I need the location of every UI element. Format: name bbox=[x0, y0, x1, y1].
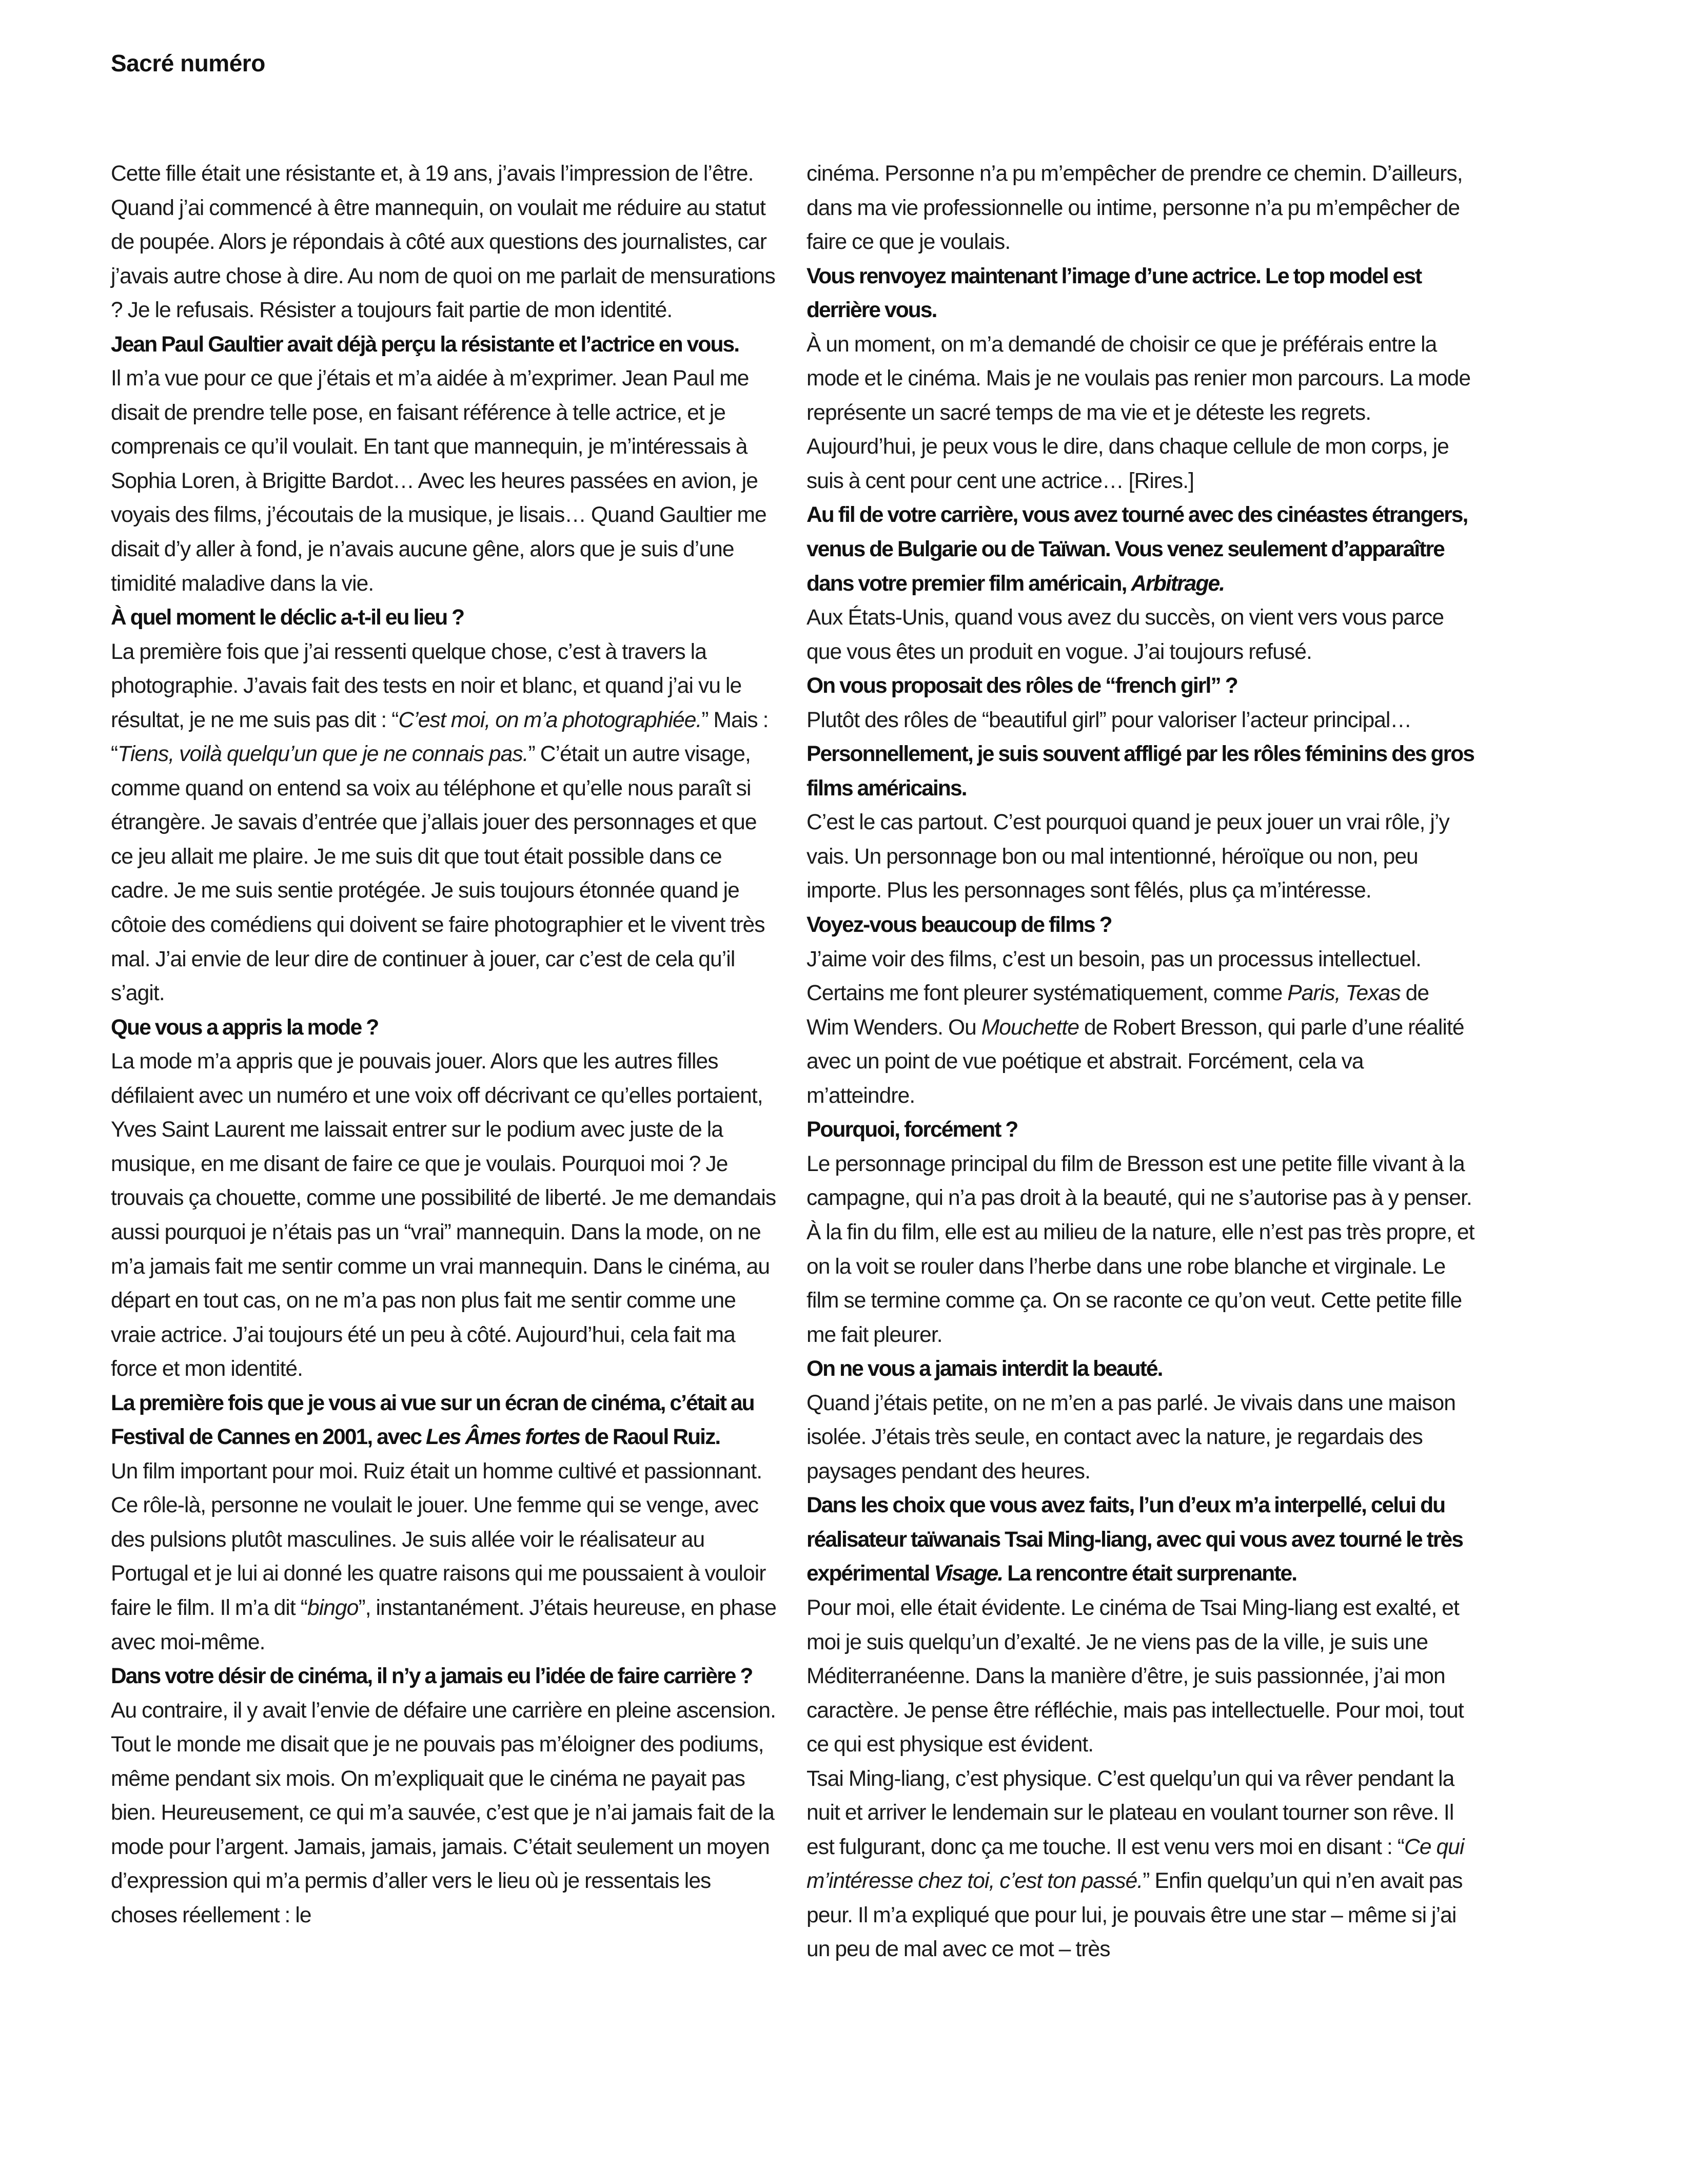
question-text: de Raoul Ruiz. bbox=[580, 1425, 720, 1450]
answer-paragraph: Il m’a vue pour ce que j’étais et m’a aidée à m’exprimer. Jean Paul me disait de prendre telle pose, en faisant référence à telle actrice, et je comprenais ce qu’il voulait. En tant que mannequin, je m’intéressais à Sophia Loren, à Brigitte Bardot… Avec les heures passées en avion, je voyais des films, j’écoutais de la musique, je lisais… Quand Gaultier me disait d’y aller à fond, je n’avais aucune gêne, alors que je suis d’une timidité maladive dans la vie. bbox=[111, 366, 766, 596]
question-text: Dans les choix que vous avez faits, l’un d’eux m’a interpellé, celui du réalisateur taïwanais Tsai Ming-liang, avec qui vous avez tourné le très expérimental bbox=[807, 1493, 1463, 1586]
question-text: La première fois que je vous ai vue sur un écran de cinéma, c’était au Festival de Cannes en 2001, avec bbox=[111, 1391, 754, 1450]
question: À quel moment le déclic a-t-il eu lieu ? bbox=[111, 606, 464, 630]
question bbox=[807, 1489, 1476, 1591]
answer-paragraph: Au contraire, il y avait l’envie de défaire une carrière en pleine ascension. Tout le monde me disait que je ne pouvais pas m’éloigner des podiums, même pendant six mois. On m’expliquait que le cinéma ne payait pas bien. Heureusement, ce qui m’a sauvée, c’est que je n’ai jamais fait de la mode pour l’argent. Jamais, jamais, jamais. C’était seulement un moyen d’expression qui m’a permis d’aller vers le lieu où je ressentais les choses réellement : le bbox=[111, 1698, 776, 1927]
film-title: Mouchette bbox=[981, 1015, 1079, 1040]
question: Pourquoi, forcément ? bbox=[807, 1118, 1018, 1142]
question: On ne vous a jamais interdit la beauté. bbox=[807, 1357, 1163, 1381]
answer-paragraph: cinéma. Personne n’a pu m’empêcher de prendre ce chemin. D’ailleurs, dans ma vie professionnelle ou intime, personne n’a pu m’empêcher de faire ce que je voulais. bbox=[807, 162, 1463, 255]
answer-paragraph bbox=[807, 943, 1476, 1114]
answer-text: ” Enfin quelqu’un qui n’en avait pas peur. Il m’a expliqué que pour lui, je pouvais être une star – même si j’ai un peu de mal avec ce mot – très bbox=[807, 1869, 1463, 1962]
answer-paragraph: Le personnage principal du film de Bresson est une petite fille vivant à la campagne, qui n’a pas droit à la beauté, qui ne s’autorise pas à y penser. À la fin du film, elle est au milieu de la nature, elle n’est pas très propre, et on la voit se rouler dans l’herbe dans une robe blanche et virginale. Le film se termine comme ça. On se raconte ce qu’on veut. Cette petite fille me fait pleurer. bbox=[807, 1152, 1474, 1347]
answer-text: de Wim Wenders. Ou bbox=[807, 981, 1429, 1040]
answer-text: ” Mais : “ bbox=[111, 708, 769, 767]
answer-paragraph: Cette fille était une résistante et, à 19 ans, j’avais l’impression de l’être. Quand j’ai commencé à être mannequin, on voulait me réduire au statut de poupée. Alors je répondais à côté aux questions des journalistes, car j’avais autre chose à dire. Au nom de quoi on me parlait de mensurations ? Je le refusais. Résister a toujours fait partie de mon identité. bbox=[111, 162, 775, 323]
question: Que vous a appris la mode ? bbox=[111, 1015, 379, 1040]
question bbox=[111, 1387, 780, 1455]
answer-text: La première fois que j’ai ressenti quelque chose, c’est à travers la photographie. J’avais fait des tests en noir et blanc, et quand j’ai vu le résultat, je ne me suis pas dit : “ bbox=[111, 639, 742, 732]
question: Personnellement, je suis souvent affligé par les rôles féminins des gros films américains. bbox=[807, 742, 1474, 801]
film-title: Paris, Texas bbox=[1287, 981, 1401, 1006]
left-column bbox=[111, 157, 780, 1933]
question bbox=[807, 498, 1476, 601]
question: Vous renvoyez maintenant l’image d’une actrice. Le top model est derrière vous. bbox=[807, 264, 1422, 323]
question: On vous proposait des rôles de “french girl” ? bbox=[807, 674, 1237, 698]
question-text: La rencontre était surprenante. bbox=[1002, 1562, 1297, 1586]
answer-paragraph: La mode m’a appris que je pouvais jouer. Alors que les autres filles défilaient avec un numéro et une voix off décrivant ce qu’elles portaient, Yves Saint Laurent me laissait entrer sur le podium avec juste de la musique, en me disant de faire ce que je voulais. Pourquoi moi ? Je trouvais ça chouette, comme une possibilité de liberté. Je me demandais aussi pourquoi je n’étais pas un “vrai” mannequin. Dans la mode, on ne m’a jamais fait me sentir comme un vrai mannequin. Dans le cinéma, au départ en tout cas, on ne m’a pas non plus fait me sentir comme une vraie actrice. J’ai toujours été un peu à côté. Aujourd’hui, cela fait ma force et mon identité. bbox=[111, 1049, 776, 1381]
answer-paragraph bbox=[111, 635, 780, 1011]
quote-italic: bingo bbox=[307, 1595, 359, 1620]
question-text: Au fil de votre carrière, vous avez tourné avec des cinéastes étrangers, venus de Bulgarie ou de Taïwan. Vous venez seulement d’apparaître dans votre premier film américain, bbox=[807, 503, 1468, 596]
question: Voyez-vous beaucoup de films ? bbox=[807, 913, 1112, 938]
answer-paragraph: Plutôt des rôles de “beautiful girl” pour valoriser l’acteur principal… bbox=[807, 708, 1412, 732]
answer-paragraph: C’est le cas partout. C’est pourquoi quand je peux jouer un vrai rôle, j’y vais. Un personnage bon ou mal intentionné, héroïque ou non, peu importe. Plus les personnages sont fêlés, plus ça m’intéresse. bbox=[807, 810, 1449, 903]
answer-paragraph bbox=[111, 1455, 780, 1660]
question: Dans votre désir de cinéma, il n’y a jamais eu l’idée de faire carrière ? bbox=[111, 1664, 753, 1689]
question: Jean Paul Gaultier avait déjà perçu la résistante et l’actrice en vous. bbox=[111, 332, 739, 357]
answer-text: ” C’était un autre visage, comme quand on entend sa voix au téléphone et qu’elle nous paraît si étrangère. Je savais d’entrée que j’allais jouer des personnages et que ce jeu allait me plaire. Je me suis dit que tout était possible dans ce cadre. Je me suis sentie protégée. Je suis toujours étonnée quand je côtoie des comédiens qui doivent se faire photographier et le vivent très mal. J’ai envie de leur dire de continuer à jouer, car c’est de cela qu’il s’agit. bbox=[111, 742, 765, 1006]
answer-text: J’aime voir des films, c’est un besoin, pas un processus intellectuel. Certains me font pleurer systématiquement, comme bbox=[807, 947, 1421, 1006]
quote-italic: C’est moi, on m’a photographiée. bbox=[398, 708, 702, 732]
quote-italic: Tiens, voilà quelqu’un que je ne connais pas. bbox=[117, 742, 528, 767]
section-title: Sacré numéro bbox=[111, 50, 265, 76]
film-title: Visage. bbox=[934, 1562, 1003, 1586]
film-title: Les Âmes fortes bbox=[426, 1425, 580, 1450]
answer-paragraph: Pour moi, elle était évidente. Le cinéma de Tsai Ming-liang est exalté, et moi je suis quelqu’un d’exalté. Je ne viens pas de la ville, je suis une Méditerranéenne. Dans la manière d’être, je suis passionnée, j’ai mon caractère. Je pense être réfléchie, mais pas intellectuelle. Pour moi, tout ce qui est physique est évident. bbox=[807, 1595, 1464, 1757]
right-column bbox=[807, 157, 1476, 1967]
quote-italic: Ce qui m’intéresse chez toi, c’est ton passé. bbox=[807, 1835, 1464, 1894]
answer-paragraph: Aux États-Unis, quand vous avez du succès, on vient vers vous parce que vous êtes un produit en vogue. J’ai toujours refusé. bbox=[807, 606, 1444, 664]
answer-paragraph: À un moment, on m’a demandé de choisir ce que je préférais entre la mode et le cinéma. Mais je ne voulais pas renier mon parcours. La mode représente un sacré temps de ma vie et je déteste les regrets. Aujourd’hui, je peux vous le dire, dans chaque cellule de mon corps, je suis à cent pour cent une actrice… [Rires.] bbox=[807, 332, 1471, 493]
answer-text: ”, instantanément. J’étais heureuse, en phase avec moi-même. bbox=[111, 1595, 776, 1654]
answer-text: de Robert Bresson, qui parle d’une réalité avec un point de vue poétique et abstrait. Forcément, cela va m’atteindre. bbox=[807, 1015, 1464, 1108]
film-title: Arbitrage. bbox=[1131, 571, 1225, 596]
answer-text: Tsai Ming-liang, c’est physique. C’est quelqu’un qui va rêver pendant la nuit et arriver le lendemain sur le plateau en voulant tourner son rêve. Il est fulgurant, donc ça me touche. Il est venu vers moi en disant : “ bbox=[807, 1766, 1454, 1859]
answer-paragraph: Quand j’étais petite, on ne m’en a pas parlé. Je vivais dans une maison isolée. J’étais très seule, en contact avec la nature, je regardais des paysages pendant des heures. bbox=[807, 1391, 1456, 1484]
answer-paragraph bbox=[807, 1762, 1476, 1967]
answer-text: Un film important pour moi. Ruiz était un homme cultivé et passionnant. Ce rôle-là, personne ne voulait le jouer. Une femme qui se venge, avec des pulsions plutôt masculines. Je suis allée voir le réalisateur au Portugal et je lui ai donné les quatre raisons qui me poussaient à vouloir faire le film. Il m’a dit “ bbox=[111, 1459, 766, 1620]
